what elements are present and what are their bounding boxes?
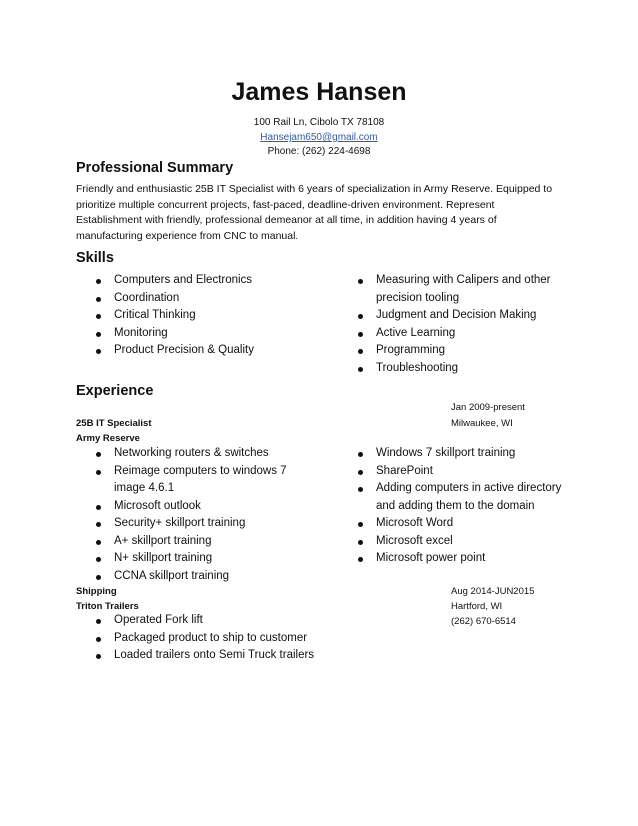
list-item: Programming — [354, 342, 554, 360]
job-phone: (262) 670-6514 — [451, 616, 516, 627]
skills-heading: Skills — [76, 250, 114, 266]
list-item: Monitoring — [92, 325, 337, 343]
job-org: Triton Trailers — [76, 601, 139, 612]
list-item: Coordination — [92, 290, 337, 308]
summary-text: Friendly and enthusiastic 25B IT Specialist with 6 years of specialization in Army Reserve. Equipped to prioritize multiple concurrent projects, fast-paced, deadline-driven environment. Represent Establishment with friendly, professional demeanor at all time, in addition having 4 years of manufacturing experience from CNC to manual. — [76, 183, 553, 242]
list-item: Critical Thinking — [92, 307, 337, 325]
list-item: A+ skillport training — [92, 533, 292, 551]
list-item: Windows 7 skillport training — [354, 445, 569, 463]
list-item: Product Precision & Quality — [92, 342, 337, 360]
list-item: Networking routers & switches — [92, 445, 292, 463]
list-item: Adding computers in active directory and adding them to the domain — [354, 480, 569, 515]
list-item: Reimage computers to windows 7 image 4.6.1 — [92, 463, 292, 498]
list-item: Security+ skillport training — [92, 515, 292, 533]
list-item: CCNA skillport training — [92, 568, 292, 586]
job-title: 25B IT Specialist — [76, 418, 152, 429]
skills-list-left — [92, 272, 337, 360]
job-dates: Jan 2009-present — [451, 402, 525, 413]
job-org: Army Reserve — [76, 433, 140, 444]
job-title: Shipping — [76, 586, 117, 597]
job-location: Hartford, WI — [451, 601, 503, 612]
list-item: SharePoint — [354, 463, 569, 481]
list-item: Computers and Electronics — [92, 272, 337, 290]
list-item: N+ skillport training — [92, 550, 292, 568]
list-item: Packaged product to ship to customer — [92, 630, 352, 648]
list-item: Microsoft excel — [354, 533, 569, 551]
experience-heading: Experience — [76, 383, 154, 399]
job-dates: Aug 2014-JUN2015 — [451, 586, 535, 597]
summary-heading: Professional Summary — [76, 160, 234, 176]
list-item: Troubleshooting — [354, 360, 554, 378]
candidate-name: James Hansen — [231, 78, 407, 106]
list-item: Microsoft outlook — [92, 498, 292, 516]
list-item: Loaded trailers onto Semi Truck trailers — [92, 647, 352, 665]
list-item: Microsoft Word — [354, 515, 569, 533]
skills-list-right — [354, 272, 554, 377]
email-line — [0, 132, 638, 143]
list-item: Measuring with Calipers and other precision tooling — [354, 272, 554, 307]
job-duties-left — [92, 445, 292, 585]
job-duties-left — [92, 612, 352, 665]
list-item: Judgment and Decision Making — [354, 307, 554, 325]
email-link[interactable]: Hansejam650@gmail.com — [260, 132, 378, 143]
job-location: Milwaukee, WI — [451, 418, 513, 429]
phone: Phone: (262) 224-4698 — [267, 146, 371, 157]
job-duties-right — [354, 445, 569, 568]
list-item: Active Learning — [354, 325, 554, 343]
address: 100 Rail Ln, Cibolo TX 78108 — [253, 117, 385, 128]
list-item: Microsoft power point — [354, 550, 569, 568]
list-item: Operated Fork lift — [92, 612, 352, 630]
